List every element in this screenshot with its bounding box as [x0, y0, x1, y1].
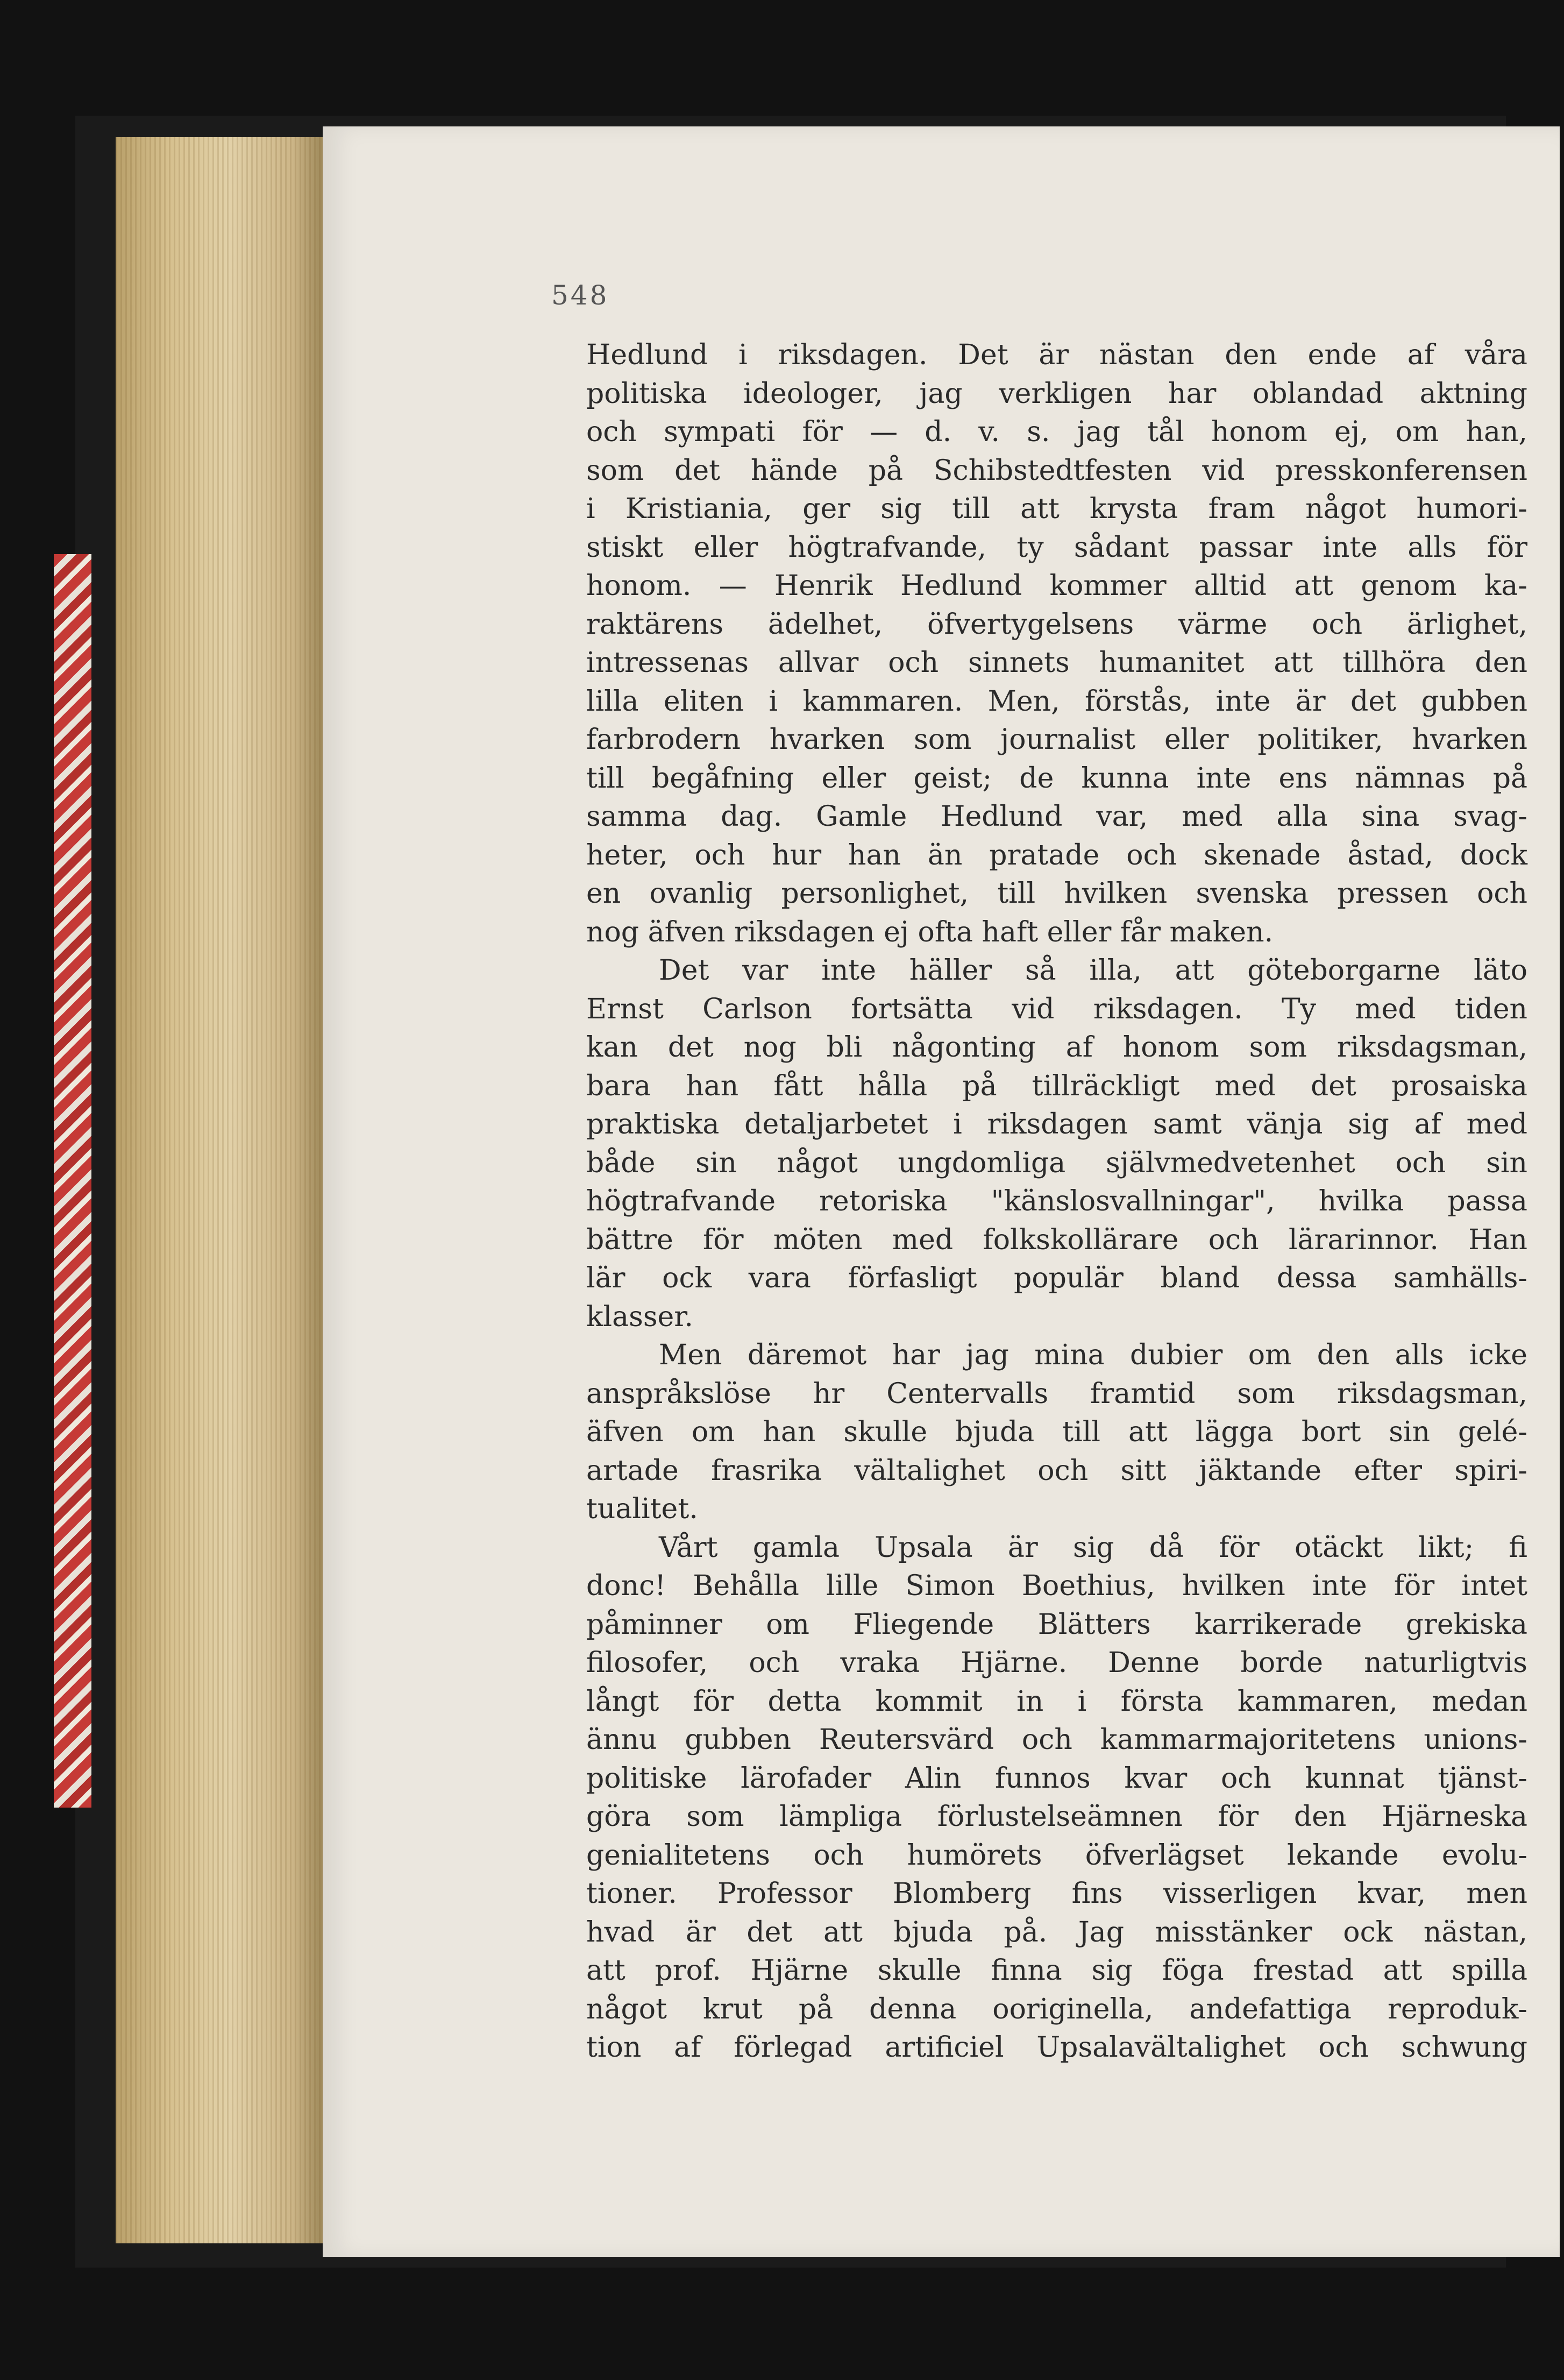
text-line: Det var inte häller så illa, att göteborgarne läto	[659, 954, 1527, 987]
text-line: långt för detta kommit in i första kammaren, medan	[586, 1685, 1527, 1718]
text-line: göra som lämpliga förlustelseämnen för den Hjärneska	[586, 1801, 1527, 1833]
text-line: i Kristiania, ger sig till att krysta fram något humori-	[586, 493, 1527, 525]
text-line: artade frasrika vältalighet och sitt jäktande efter spiri-	[586, 1454, 1527, 1487]
text-line: praktiska detaljarbetet i riksdagen samt vänja sig af med	[586, 1108, 1527, 1141]
text-line: heter, och hur han än pratade och skenade åstad, dock	[586, 839, 1527, 872]
text-line: en ovanlig personlighet, till hvilken svenska pressen och	[586, 877, 1527, 910]
page-edges	[116, 137, 323, 2243]
text-line: donc! Behålla lille Simon Boethius, hvilken inte för intet	[586, 1570, 1527, 1602]
text-line: samma dag. Gamle Hedlund var, med alla sina svag-	[586, 801, 1527, 833]
text-line: till begåfning eller geist; de kunna inte ens nämnas på	[586, 762, 1527, 795]
text-line: äfven om han skulle bjuda till att lägga bort sin gelé-	[586, 1416, 1527, 1448]
text-line: tion af förlegad artificiel Upsalavältalighet och schwung	[586, 2031, 1527, 2064]
text-line: tioner. Professor Blomberg fins visserligen kvar, men	[586, 1878, 1527, 1910]
text-line: Vårt gamla Upsala är sig då för otäckt likt; fi	[659, 1531, 1527, 1564]
text-line: Men däremot har jag mina dubier om den alls icke	[659, 1339, 1527, 1371]
text-line: tualitet.	[586, 1493, 698, 1525]
text-line: raktärens ädelhet, öfvertygelsens värme och ärlighet,	[586, 608, 1527, 641]
text-line: lär ock vara förfasligt populär bland dessa samhälls-	[586, 1262, 1527, 1294]
text-line: genialitetens och humörets öfverlägset lekande evolu-	[586, 1839, 1527, 1872]
text-line: filosofer, och vraka Hjärne. Denne borde naturligtvis	[586, 1647, 1527, 1679]
text-line: Hedlund i riksdagen. Det är nästan den ende af våra	[586, 339, 1527, 371]
text-line: som det hände på Schibstedtfesten vid presskonferensen	[586, 454, 1527, 487]
text-line: något krut på denna ooriginella, andefattiga reproduk-	[586, 1993, 1527, 2025]
text-line: Ernst Carlson fortsätta vid riksdagen. Ty med tiden	[586, 993, 1527, 1025]
text-line: bättre för möten med folkskollärare och lärarinnor. Han	[586, 1223, 1527, 1256]
text-line: och sympati för — d. v. s. jag tål honom ej, om han,	[586, 416, 1527, 448]
red-ribbon-bookmark	[54, 554, 91, 1808]
text-line: lilla eliten i kammaren. Men, förstås, inte är det gubben	[586, 685, 1527, 718]
text-line: bara han fått hålla på tillräckligt med det prosaiska	[586, 1069, 1527, 1102]
text-line: kan det nog bli någonting af honom som riksdagsman,	[586, 1031, 1527, 1064]
text-line: anspråkslöse hr Centervalls framtid som riksdagsman,	[586, 1377, 1527, 1410]
text-line: politiske lärofader Alin funnos kvar och kunnat tjänst-	[586, 1762, 1527, 1795]
text-line: honom. — Henrik Hedlund kommer alltid att genom ka-	[586, 570, 1527, 602]
text-line: hvad är det att bjuda på. Jag misstänker ock nästan,	[586, 1916, 1527, 1949]
text-line: påminner om Fliegende Blätters karrikerade grekiska	[586, 1608, 1527, 1641]
text-line: intressenas allvar och sinnets humanitet att tillhöra den	[586, 647, 1527, 679]
text-line: ännu gubben Reutersvärd och kammarmajoritetens unions-	[586, 1724, 1527, 1756]
page-number: 548	[551, 280, 609, 311]
text-line: nog äfven riksdagen ej ofta haft eller får maken.	[586, 916, 1274, 948]
text-line: högtrafvande retoriska "känslosvallningar", hvilka passa	[586, 1185, 1527, 1217]
text-line: att prof. Hjärne skulle finna sig föga frestad att spilla	[586, 1954, 1527, 1987]
text-line: klasser.	[586, 1300, 693, 1333]
body-text	[586, 336, 1527, 2067]
text-line: både sin något ungdomliga självmedvetenhet och sin	[586, 1146, 1527, 1179]
text-line: stiskt eller högtrafvande, ty sådant passar inte alls för	[586, 531, 1527, 564]
text-line: farbrodern hvarken som journalist eller politiker, hvarken	[586, 724, 1527, 756]
text-line: politiska ideologer, jag verkligen har oblandad aktning	[586, 377, 1527, 410]
